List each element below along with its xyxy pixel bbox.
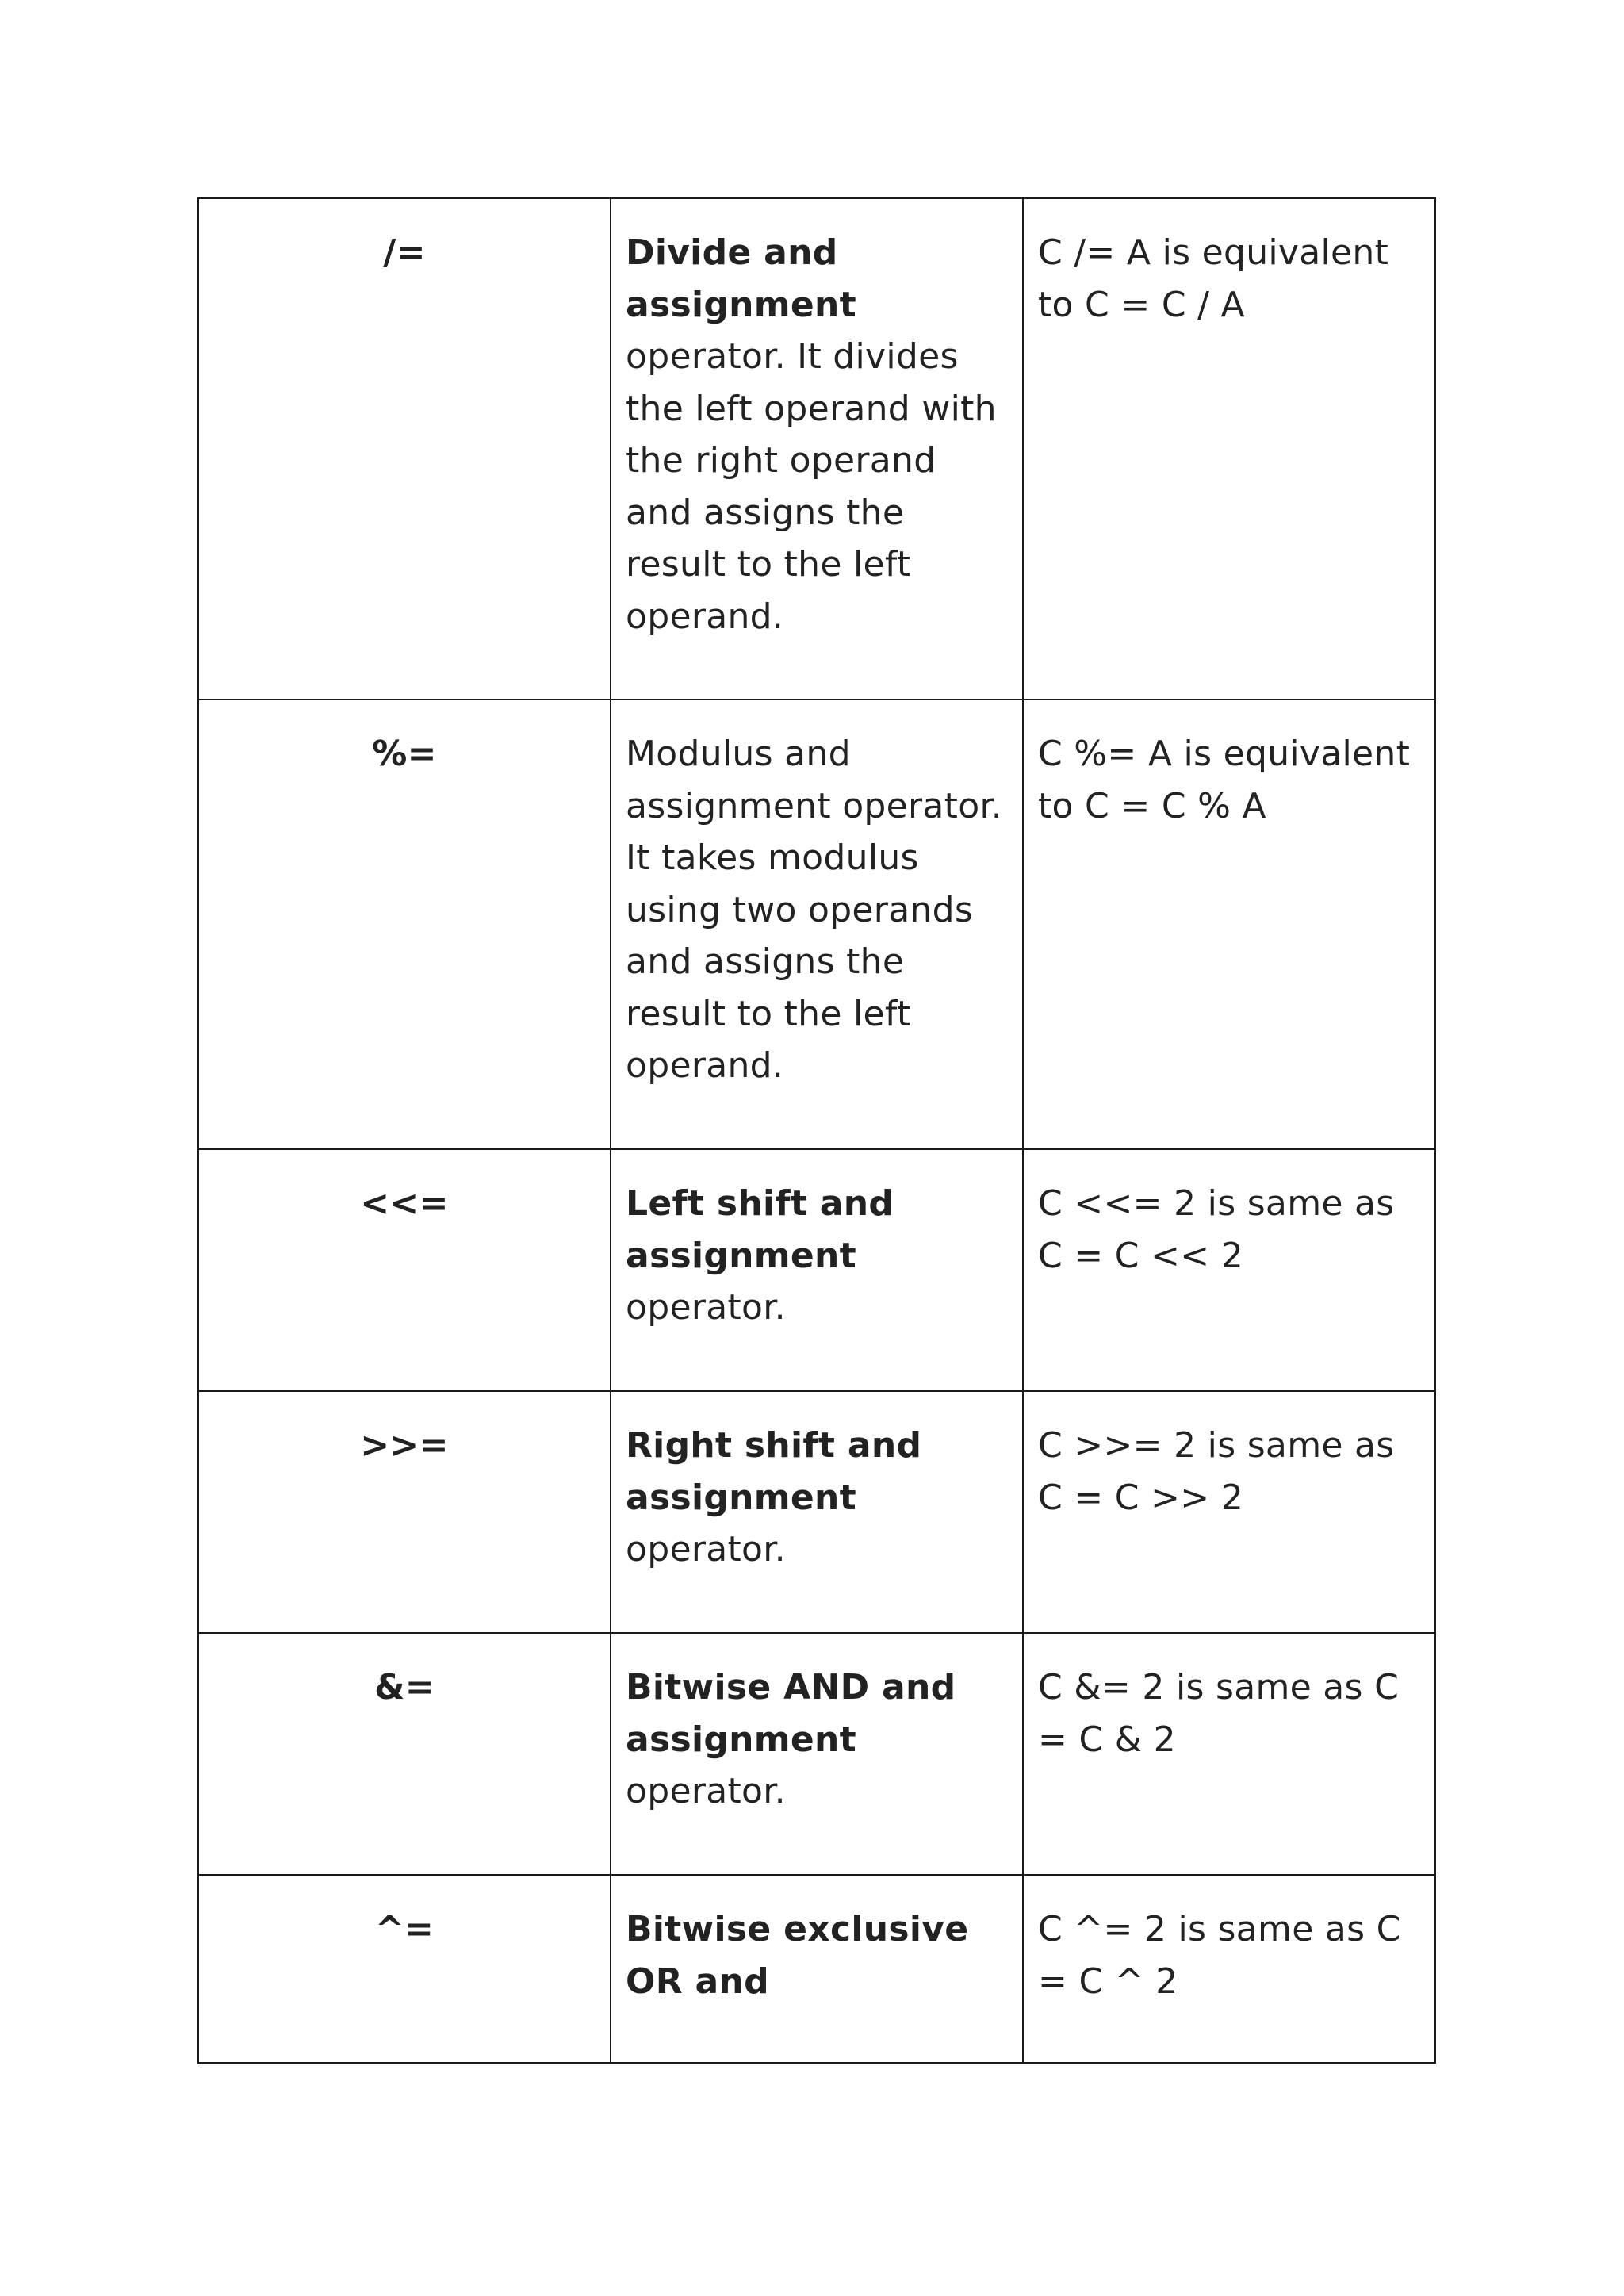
description-text: operator. [626, 1529, 786, 1570]
description-cell [611, 700, 1023, 1149]
description-name: Bitwise AND and assignment [626, 1667, 956, 1760]
table-row [198, 1391, 1435, 1633]
description-name: Right shift and assignment [626, 1425, 922, 1518]
operator-cell: /= [198, 198, 611, 700]
example-cell: C %= A is equivalent to C = C % A [1023, 700, 1435, 1149]
operators-table [197, 197, 1436, 2064]
description-name: Left shift and assignment [626, 1183, 894, 1276]
table-row [198, 1633, 1435, 1875]
operator-cell: <<= [198, 1149, 611, 1391]
operator-cell: %= [198, 700, 611, 1149]
description-cell [611, 1391, 1023, 1633]
description-cell [611, 198, 1023, 700]
table-row [198, 700, 1435, 1149]
description-cell [611, 1633, 1023, 1875]
example-cell: C &= 2 is same as C = C & 2 [1023, 1633, 1435, 1875]
example-cell: C >>= 2 is same as C = C >> 2 [1023, 1391, 1435, 1633]
description-cell [611, 1875, 1023, 2063]
example-cell: C /= A is equivalent to C = C / A [1023, 198, 1435, 700]
description-name: Bitwise exclusive OR and [626, 1909, 969, 2002]
example-cell: C ^= 2 is same as C = C ^ 2 [1023, 1875, 1435, 2063]
table-row [198, 1149, 1435, 1391]
table-row [198, 1875, 1435, 2063]
description-text: operator. [626, 1287, 786, 1328]
operator-cell: &= [198, 1633, 611, 1875]
description-name: Divide and assignment [626, 232, 857, 325]
table-row [198, 198, 1435, 700]
operator-cell: >>= [198, 1391, 611, 1633]
description-text: Modulus and assignment operator. It takes modulus using two operands and assigns the result to the left operand. [626, 734, 1003, 1086]
operator-cell: ^= [198, 1875, 611, 2063]
example-cell: C <<= 2 is same as C = C << 2 [1023, 1149, 1435, 1391]
description-cell [611, 1149, 1023, 1391]
description-text: operator. [626, 1771, 786, 1811]
description-text: operator. It divides the left operand with the right operand and assigns the result to the left operand. [626, 336, 997, 637]
